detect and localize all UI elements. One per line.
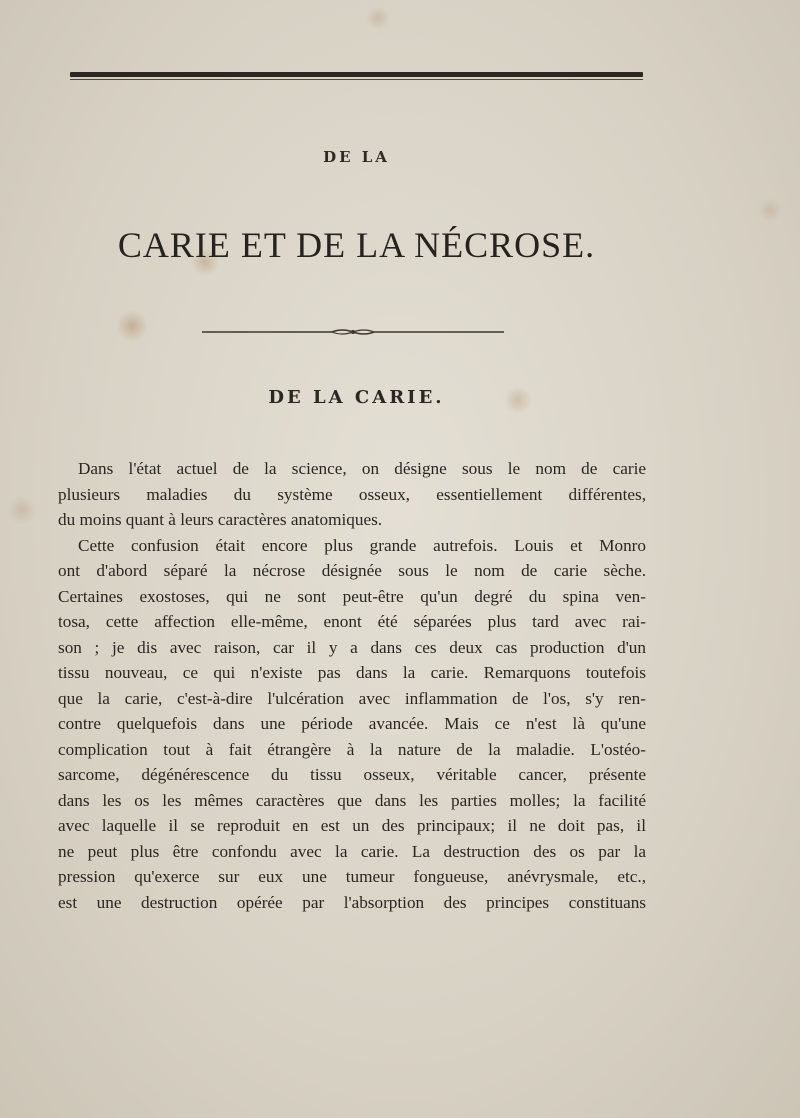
text-line: est une destruction opérée par l'absorption des principes constituans xyxy=(58,892,646,912)
text-line: ont d'abord séparé la nécrose désignée sous le nom de carie sèche. xyxy=(58,561,646,580)
pre-title: DE LA xyxy=(323,148,390,166)
text-line: ne peut plus être confondu avec la carie. La destruction des os par la xyxy=(58,841,646,861)
top-rule xyxy=(70,72,643,77)
text-line: pression qu'exerce sur eux une tumeur fongueuse, anévrysmale, etc., xyxy=(58,867,646,886)
text-line: Certaines exostoses, qui ne sont peut-être qu'un degré du spina ven- xyxy=(58,586,646,606)
text-line: dans les os les mêmes caractères que dans les parties molles; la facilité xyxy=(58,790,646,810)
text-line: que la carie, c'est-à-dire l'ulcération avec inflammation de l'os, s'y ren- xyxy=(58,688,646,708)
text-line: avec laquelle il se reproduit en est un des principaux; il ne doit pas, il xyxy=(58,816,646,835)
text-line: contre quelquefois dans une période avancée. Mais ce n'est là qu'une xyxy=(58,714,646,733)
text-line: plusieurs maladies du système osseux, essentiellement différentes, xyxy=(58,484,646,504)
text-line: sarcome, dégénérescence du tissu osseux, véritable cancer, présente xyxy=(58,765,646,784)
text-line: son ; je dis avec raison, car il y a dans ces deux cas production d'un xyxy=(58,637,646,657)
text-line: tissu nouveau, ce qui n'existe pas dans la carie. Remarquons toutefois xyxy=(58,663,646,682)
body-text xyxy=(58,456,646,915)
text-line: tosa, cette affection elle-même, enont été séparées plus tard avec rai- xyxy=(58,612,646,631)
page-title: CARIE ET DE LA NÉCROSE. xyxy=(117,225,596,265)
top-rule-thin xyxy=(70,79,643,80)
section-heading: DE LA CARIE. xyxy=(268,387,445,408)
ornament-divider xyxy=(202,327,504,337)
text-line: complication tout à fait étrangère à la nature de la maladie. L'ostéo- xyxy=(58,739,646,759)
text-line: Dans l'état actuel de la science, on désigne sous le nom de carie xyxy=(78,459,646,478)
text-line: du moins quant à leurs caractères anatomiques. xyxy=(58,510,383,529)
text-line: Cette confusion était encore plus grande autrefois. Louis et Monro xyxy=(78,535,646,555)
